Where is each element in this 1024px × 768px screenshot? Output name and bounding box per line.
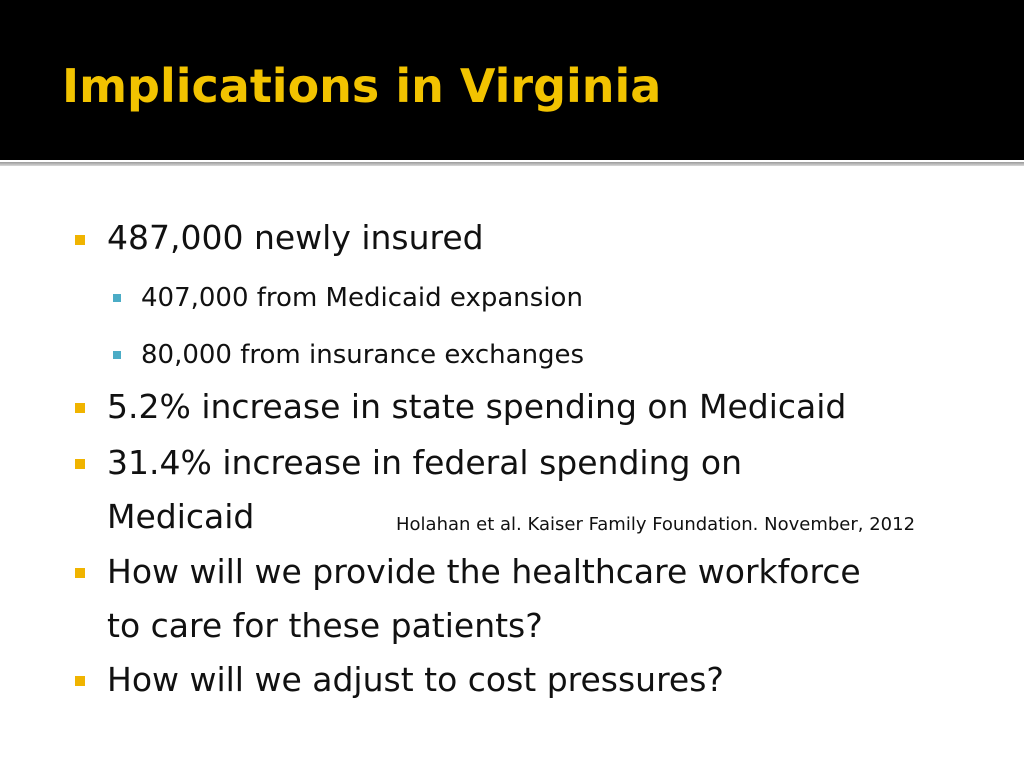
sub-bullet-marker bbox=[113, 351, 121, 359]
bullet-text-newly-insured: 487,000 newly insured bbox=[107, 218, 484, 257]
bullet-text-workforce-line2: to care for these patients? bbox=[107, 606, 543, 645]
bullet-marker bbox=[75, 459, 85, 469]
slide-title: Implications in Virginia bbox=[62, 59, 662, 113]
bullet-marker bbox=[75, 568, 85, 578]
sub-bullet-marker bbox=[113, 294, 121, 302]
bullet-text-federal-spending-line2: Medicaid bbox=[107, 497, 255, 536]
bullet-text-cost-pressures: How will we adjust to cost pressures? bbox=[107, 660, 724, 699]
bullet-marker bbox=[75, 235, 85, 245]
title-divider bbox=[0, 162, 1024, 166]
citation: Holahan et al. Kaiser Family Foundation. November, 2012 bbox=[396, 514, 916, 535]
title-band bbox=[0, 0, 1024, 160]
bullet-marker bbox=[75, 403, 85, 413]
bullet-text-state-spending: 5.2% increase in state spending on Medicaid bbox=[107, 387, 847, 426]
bullet-text-workforce-line1: How will we provide the healthcare workforce bbox=[107, 552, 861, 591]
sub-bullet-text-insurance-exchanges: 80,000 from insurance exchanges bbox=[141, 340, 585, 370]
bullet-text-federal-spending-line1: 31.4% increase in federal spending on bbox=[107, 443, 743, 482]
sub-bullet-text-medicaid-expansion: 407,000 from Medicaid expansion bbox=[141, 283, 583, 313]
bullet-marker bbox=[75, 676, 85, 686]
